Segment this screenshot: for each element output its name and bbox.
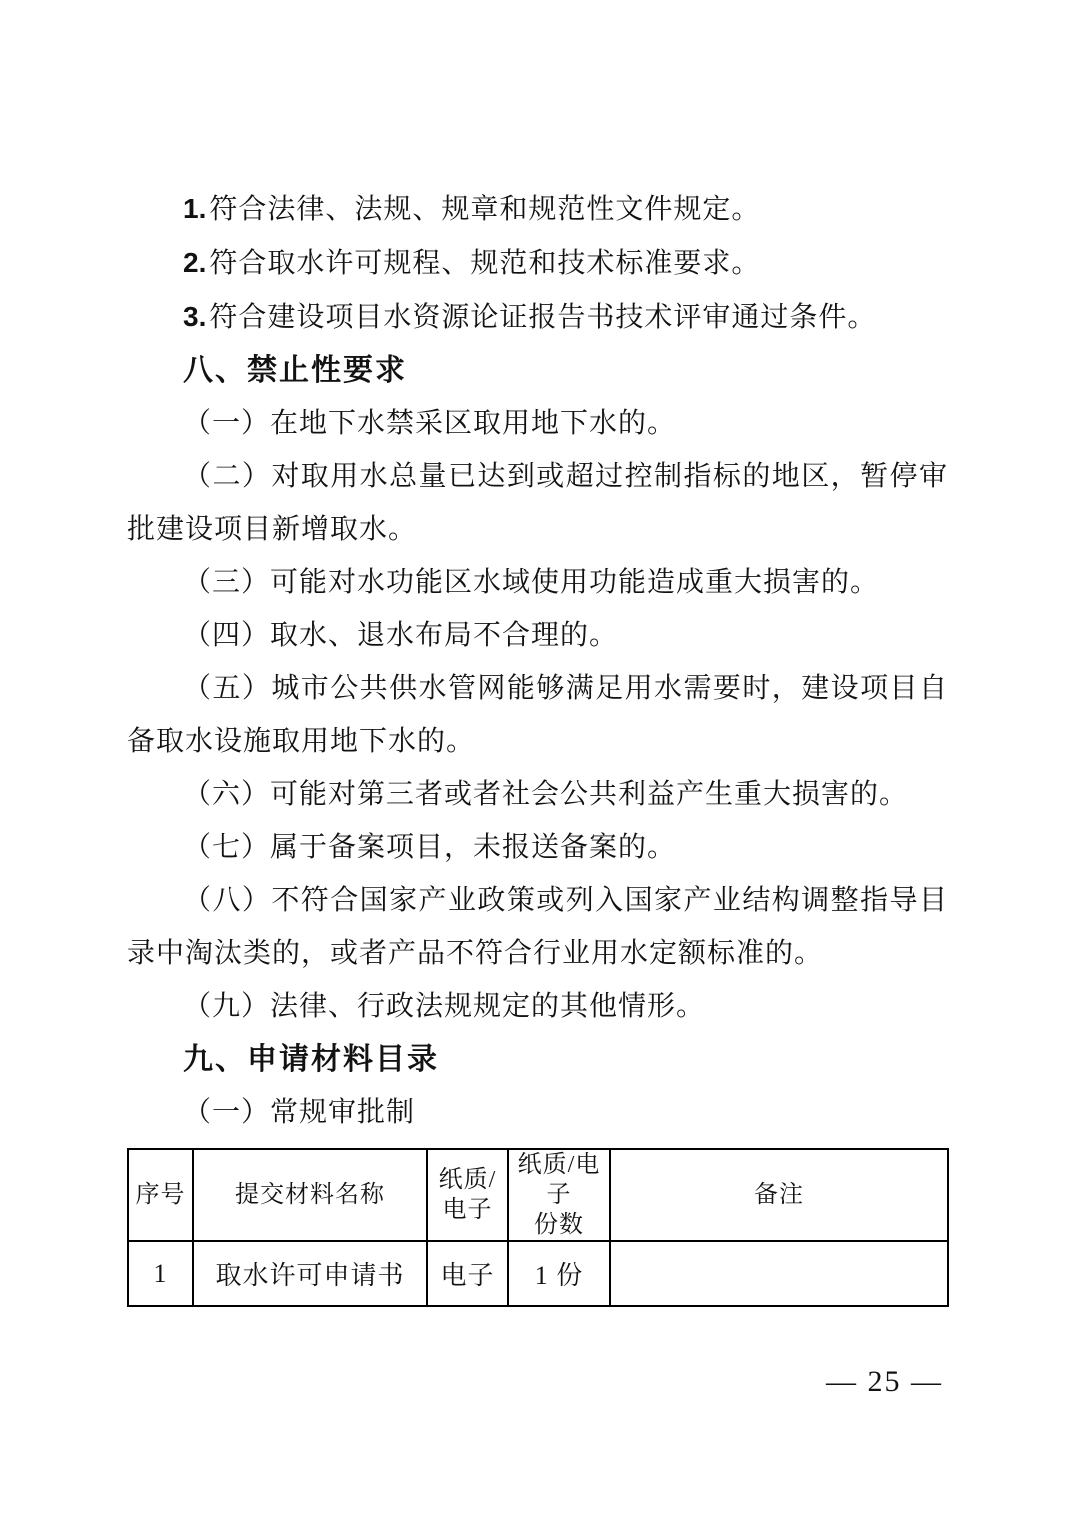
intro-item-number: 3. — [183, 301, 207, 332]
prohibition-item-9: （九）法律、行政法规规定的其他情形。 — [183, 991, 706, 1022]
prohibition-item-8-line-1: （八）不符合国家产业政策或列入国家产业结构调整指导目 — [183, 885, 948, 916]
subsection-title: （一）常规审批制 — [183, 1097, 416, 1128]
prohibition-item-2-line-1: （二）对取用水总量已达到或超过控制指标的地区，暂停审 — [183, 461, 948, 492]
table-row — [128, 1241, 948, 1306]
cell-remarks — [610, 1241, 948, 1306]
prohibition-item-4: （四）取水、退水布局不合理的。 — [183, 620, 619, 651]
page-content — [127, 182, 948, 1307]
prohibition-item-8-line-2: 录中淘汰类的，或者产品不符合行业用水定额标准的。 — [127, 938, 824, 969]
col-header-index: 序号 — [128, 1149, 193, 1241]
prohibition-item-3: （三）可能对水功能区水域使用功能造成重大损害的。 — [183, 567, 880, 598]
col-header-material-name: 提交材料名称 — [193, 1149, 427, 1241]
table-header-row — [128, 1149, 948, 1241]
prohibition-item-6: （六）可能对第三者或者社会公共利益产生重大损害的。 — [183, 779, 909, 810]
prohibition-item-2-line-2: 批建设项目新增取水。 — [127, 514, 418, 545]
cell-paper-electronic: 电子 — [427, 1241, 508, 1306]
intro-item-text: 符合法律、法规、规章和规范性文件规定。 — [209, 194, 761, 225]
prohibition-item-5-line-1: （五）城市公共供水管网能够满足用水需要时，建设项目自 — [183, 673, 948, 704]
intro-item-number: 1. — [183, 193, 207, 224]
intro-item-text: 符合取水许可规程、规范和技术标准要求。 — [209, 248, 761, 279]
col-header-paper-electronic: 纸质/ 电子 — [427, 1149, 508, 1241]
intro-item-2 — [127, 236, 948, 290]
intro-item-3 — [127, 290, 948, 344]
col-header-remarks: 备注 — [610, 1149, 948, 1241]
col-header-copies: 纸质/电子 份数 — [508, 1149, 610, 1241]
section-heading-materials: 九、申请材料目录 — [183, 1043, 439, 1076]
intro-item-text: 符合建设项目水资源论证报告书技术评审通过条件。 — [209, 302, 877, 333]
prohibition-item-1: （一）在地下水禁采区取用地下水的。 — [183, 408, 677, 439]
cell-material-name: 取水许可申请书 — [193, 1241, 427, 1306]
prohibition-item-5-line-2: 备取水设施取用地下水的。 — [127, 726, 476, 757]
intro-item-number: 2. — [183, 247, 207, 278]
materials-table — [127, 1148, 949, 1307]
intro-item-1 — [127, 182, 948, 236]
page-number: — 25 — — [826, 1365, 943, 1398]
cell-index: 1 — [128, 1241, 193, 1306]
section-heading-prohibitions: 八、禁止性要求 — [183, 354, 407, 387]
cell-copies: 1 份 — [508, 1241, 610, 1306]
prohibition-item-7: （七）属于备案项目，未报送备案的。 — [183, 832, 677, 863]
